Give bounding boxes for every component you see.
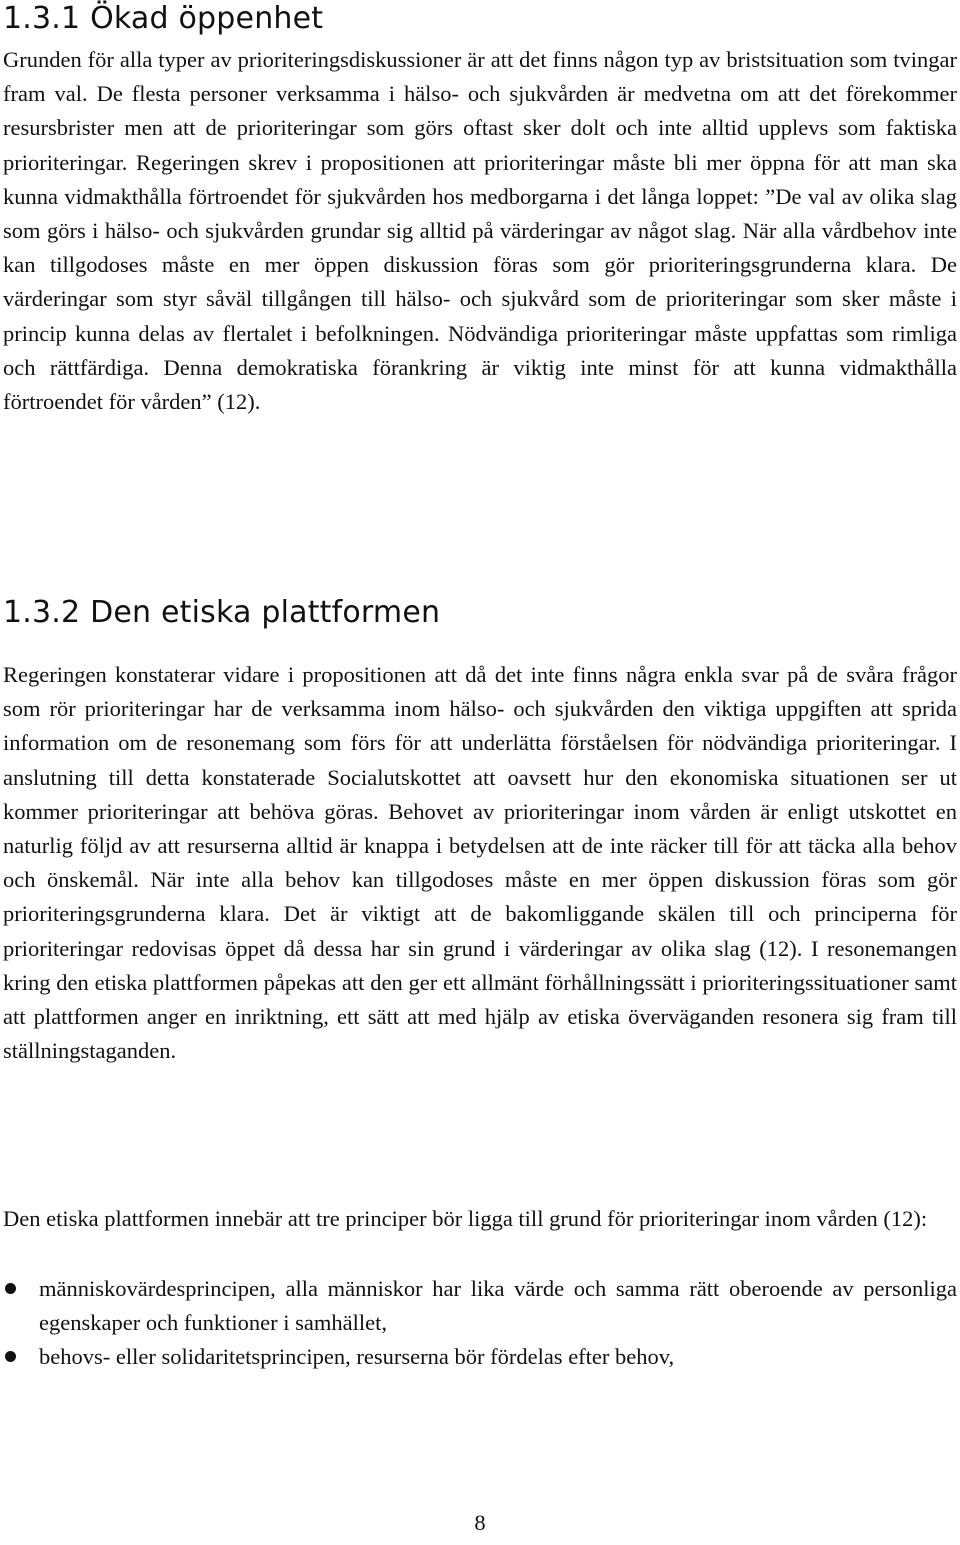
- bullet-icon: [5, 1283, 16, 1294]
- section-heading-etiska-plattformen: 1.3.2 Den etiska plattformen: [3, 595, 441, 630]
- list-item: [3, 1272, 957, 1340]
- paragraph-etiska-plattformen-1: Regeringen konstaterar vidare i propositionen att då det inte finns några enkla svar på de svåra frågor som rör prioriteringar har de verksamma inom hälso- och sjukvården den viktiga uppgiften att sprida information om de resonemang som förs för att underlätta förståelsen för nödvändiga prioriteringar. I anslutning till detta konstaterade Socialutskottet att oavsett hur den ekonomiska situationen ser ut kommer prioriteringar att behöva göras. Behovet av prioriteringar inom vården är enligt utskottet en naturlig följd av att resurserna alltid är knappa i betydelsen att de inte räcker till för att täcka alla behov och önskemål. När inte alla behov kan tillgodoses måste en mer öppen diskussion föras som gör prioriteringsgrunderna klara. Det är viktigt att de bakomliggande skälen till och principerna för prioriteringar redovisas öppet då dessa har sin grund i värderingar av olika slag (12). I resonemangen kring den etiska plattformen påpekas att den ger ett allmänt förhållningssätt i prioriteringssituationer samt att plattformen anger en inriktning, ett sätt att med hjälp av etiska överväganden resonera sig fram till ställningstaganden.: [3, 662, 957, 1064]
- principles-list: [3, 1272, 957, 1375]
- page-number: 8: [474, 1510, 486, 1535]
- list-item-text: människovärdesprincipen, alla människor har lika värde och samma rätt oberoende av personliga egenskaper och funktioner i samhället,: [39, 1276, 957, 1336]
- section-heading-okad-oppenhet: 1.3.1 Ökad öppenhet: [3, 1, 324, 36]
- paragraph-okad-oppenhet: Grunden för alla typer av prioriteringsdiskussioner är att det finns någon typ av bristsituation som tvingar fram val. De flesta personer verksamma i hälso- och sjukvården är medvetna om att det förekommer resursbrister men att de prioriteringar som görs oftast sker dolt och inte alltid upplevs som faktiska prioriteringar. Regeringen skrev i propositionen att prioriteringar måste bli mer öppna för att man ska kunna vidmakthålla förtroendet för sjukvården hos medborgarna i det långa loppet: ”De val av olika slag som görs i hälso- och sjukvården grundar sig alltid på värderingar av något slag. När alla vårdbehov inte kan tillgodoses måste en mer öppen diskussion föras som gör prioriteringsgrunderna klara. De värderingar som styr såväl tillgången till hälso- och sjukvård som de prioriteringar som sker måste i princip kunna delas av flertalet i befolkningen. Nödvändiga prioriteringar måste uppfattas som rimliga och rättfärdiga. Denna demokratiska förankring är viktig inte minst för att kunna vidmakthålla förtroendet för vården” (12).: [3, 47, 957, 415]
- bullet-icon: [5, 1351, 16, 1362]
- paragraph-etiska-plattformen-2: Den etiska plattformen innebär att tre principer bör ligga till grund för prioriteringar inom vården (12):: [3, 1206, 928, 1231]
- list-item: [3, 1340, 957, 1374]
- list-item-text: behovs- eller solidaritetsprincipen, resurserna bör fördelas efter behov,: [39, 1344, 675, 1370]
